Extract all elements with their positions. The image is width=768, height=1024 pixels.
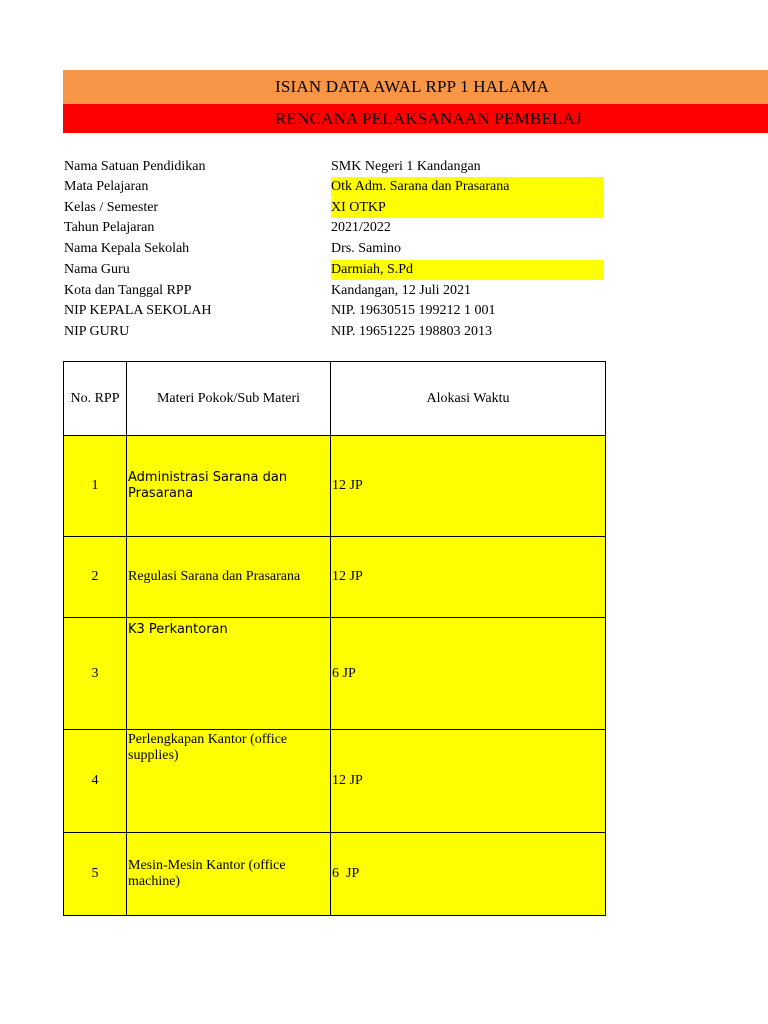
cell-waktu: 6 JP (331, 833, 606, 916)
header-alokasi-waktu: Alokasi Waktu (331, 362, 606, 436)
info-value-kepala-sekolah: Drs. Samino (331, 241, 401, 256)
header-materi: Materi Pokok/Sub Materi (127, 362, 331, 436)
cell-waktu: 6 JP (331, 618, 606, 730)
cell-no: 3 (64, 618, 127, 730)
cell-no: 1 (64, 436, 127, 537)
table-row (64, 730, 606, 833)
info-value-nip-kepala-sekolah: NIP. 19630515 199212 1 001 (331, 303, 496, 318)
rpp-table (63, 361, 606, 916)
cell-waktu: 12 JP (331, 537, 606, 618)
cell-waktu: 12 JP (331, 730, 606, 833)
info-value-nama-guru: Darmiah, S.Pd (331, 260, 604, 280)
info-label-tahun-pelajaran: Tahun Pelajaran (64, 220, 155, 235)
table-header-row (64, 362, 606, 436)
table-row (64, 618, 606, 730)
cell-materi: Perlengkapan Kantor (office supplies) (127, 730, 331, 833)
info-value-mata-pelajaran: Otk Adm. Sarana dan Prasarana (331, 177, 604, 197)
cell-no: 4 (64, 730, 127, 833)
cell-waktu: 12 JP (331, 436, 606, 537)
table-row (64, 537, 606, 618)
document-title: ISIAN DATA AWAL RPP 1 HALAMA (275, 77, 550, 96)
info-label-mata-pelajaran: Mata Pelajaran (64, 179, 149, 194)
cell-no: 2 (64, 537, 127, 618)
info-value-nip-guru: NIP. 19651225 198803 2013 (331, 324, 493, 339)
info-label-nama-guru: Nama Guru (64, 262, 130, 277)
cell-materi: Administrasi Sarana dan Prasarana (127, 436, 331, 537)
cell-materi: Mesin-Mesin Kantor (office machine) (127, 833, 331, 916)
table-row (64, 833, 606, 916)
info-label-kota-tanggal: Kota dan Tanggal RPP (64, 283, 192, 298)
table-row (64, 436, 606, 537)
info-value-tahun-pelajaran: 2021/2022 (331, 220, 391, 235)
info-label-nip-guru: NIP GURU (64, 324, 130, 339)
info-label-nip-kepala-sekolah: NIP KEPALA SEKOLAH (64, 303, 212, 318)
document-subtitle: RENCANA PELAKSANAAN PEMBELAJ (275, 109, 582, 128)
subtitle-band (63, 104, 768, 133)
title-band (63, 70, 768, 104)
info-value-kelas-semester: XI OTKP (331, 198, 604, 218)
cell-materi: Regulasi Sarana dan Prasarana (127, 537, 331, 618)
info-label-satuan-pendidikan: Nama Satuan Pendidikan (64, 159, 206, 174)
info-label-kelas-semester: Kelas / Semester (64, 200, 159, 215)
info-value-satuan-pendidikan: SMK Negeri 1 Kandangan (331, 159, 481, 174)
header-no-rpp: No. RPP (64, 362, 127, 436)
info-value-kota-tanggal: Kandangan, 12 Juli 2021 (331, 283, 471, 298)
cell-no: 5 (64, 833, 127, 916)
cell-materi: K3 Perkantoran (127, 618, 331, 730)
info-label-kepala-sekolah: Nama Kepala Sekolah (64, 241, 190, 256)
